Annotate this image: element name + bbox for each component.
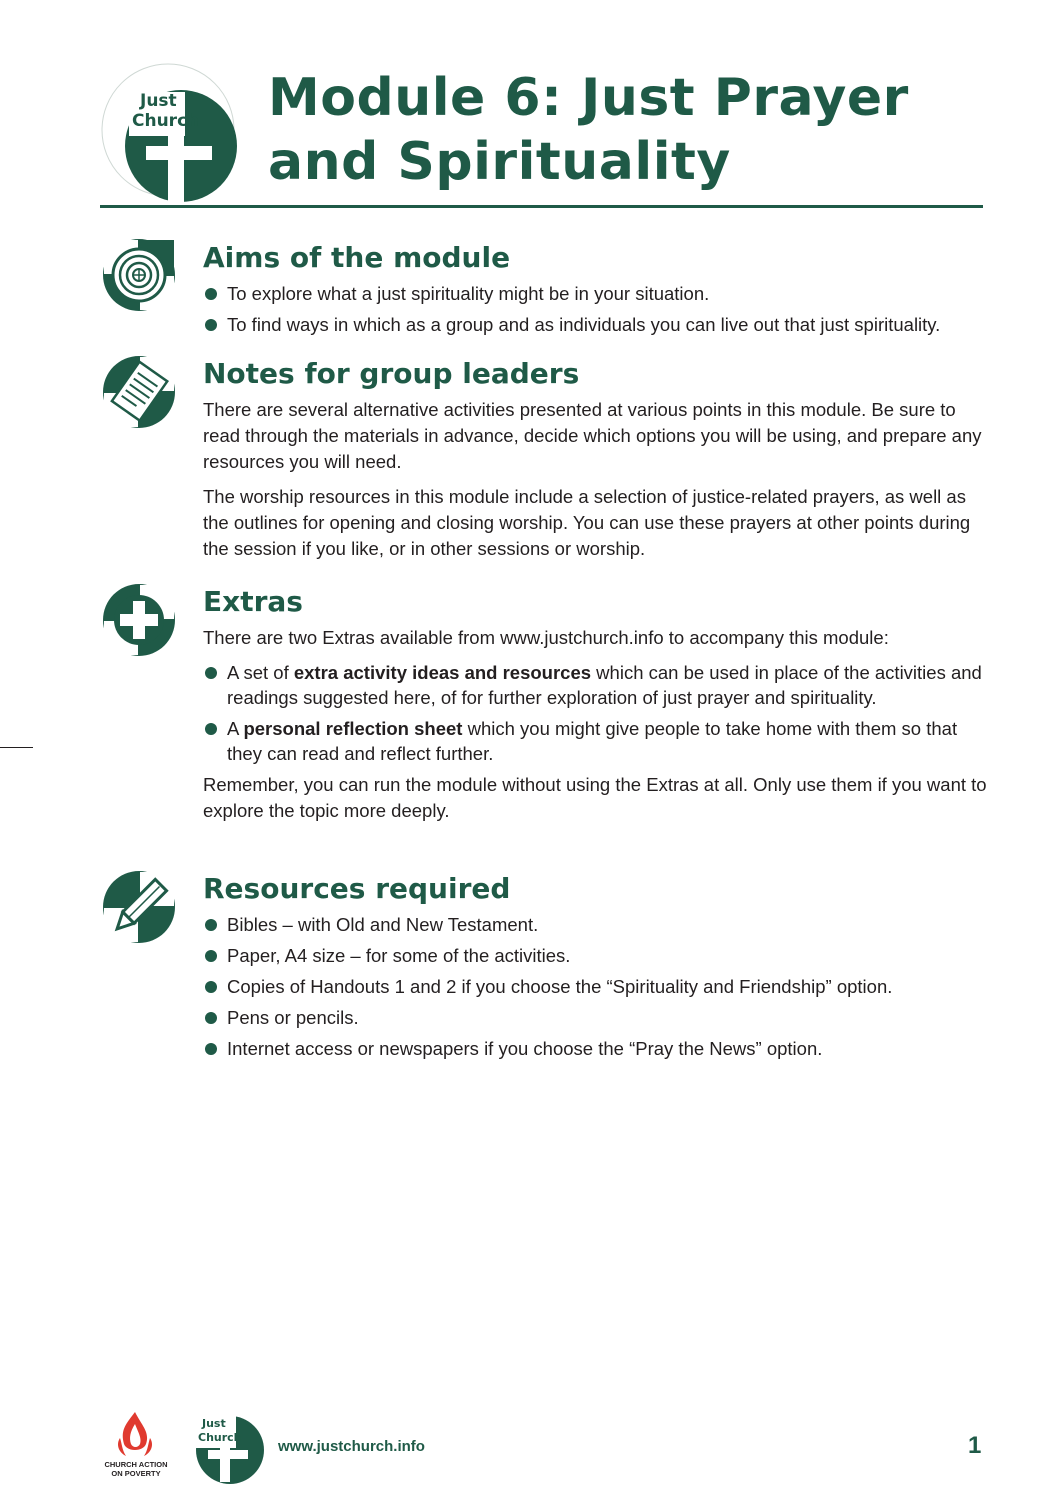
logo-line2: Church bbox=[132, 111, 200, 131]
resources-heading: Resources required bbox=[203, 872, 511, 905]
list-item: To explore what a just spirituality might be in your situation. bbox=[203, 281, 993, 306]
extras-heading: Extras bbox=[203, 585, 303, 618]
just-church-logo bbox=[96, 62, 246, 207]
extras-bold-2: personal reflection sheet bbox=[243, 718, 463, 739]
list-item: Paper, A4 size – for some of the activities. bbox=[203, 943, 993, 968]
target-icon bbox=[100, 236, 178, 314]
footer-url-link[interactable]: www.justchurch.info bbox=[278, 1438, 425, 1455]
aims-list bbox=[203, 281, 993, 337]
extras-intro: There are two Extras available from www.justchurch.info to accompany this module: bbox=[203, 627, 889, 648]
aims-section bbox=[203, 241, 993, 343]
extras-outro: Remember, you can run the module without using the Extras at all. Only use them if you want to explore the topic more deeply. bbox=[203, 774, 987, 821]
org-name: CHURCH ACTION ON POVERTY bbox=[104, 1460, 168, 1478]
footer-logo-line2: Church bbox=[198, 1431, 242, 1444]
list-item: A set of extra activity ideas and resources which can be used in place of the activities and readings suggested here, of for further exploration of just prayer and spirituality. bbox=[203, 660, 993, 710]
list-item: Bibles – with Old and New Testament. bbox=[203, 912, 993, 937]
bullet-icon bbox=[205, 950, 217, 962]
resources-section bbox=[203, 872, 993, 1067]
aims-heading: Aims of the module bbox=[203, 241, 511, 274]
just-church-footer-logo bbox=[186, 1410, 266, 1485]
resources-list bbox=[203, 912, 993, 1061]
logo-line1: Just bbox=[140, 91, 177, 111]
bullet-icon bbox=[205, 1012, 217, 1024]
footer-logo-line1: Just bbox=[202, 1417, 226, 1430]
bullet-icon bbox=[205, 1043, 217, 1055]
notes-paragraph-2: The worship resources in this module include a selection of justice-related prayers, as well as the outlines for opening and closing worship. You can use these prayers at other points during the session if you like, or in other sessions or worship. bbox=[203, 486, 971, 559]
notes-section bbox=[203, 357, 993, 571]
bullet-icon bbox=[205, 319, 217, 331]
notepad-icon bbox=[100, 353, 178, 431]
list-item: Internet access or newspapers if you choose the “Pray the News” option. bbox=[203, 1036, 993, 1061]
page-number: 1 bbox=[968, 1432, 982, 1459]
list-item: Pens or pencils. bbox=[203, 1005, 993, 1030]
extras-list bbox=[203, 660, 993, 766]
title-line1: Module 6: Just Prayer bbox=[268, 68, 909, 128]
extras-section bbox=[203, 585, 993, 833]
list-item: A personal reflection sheet which you might give people to take home with them so that they can read and reflect further. bbox=[203, 716, 993, 766]
bullet-icon bbox=[205, 667, 217, 679]
bullet-icon bbox=[205, 288, 217, 300]
extras-bold-1: extra activity ideas and resources bbox=[293, 662, 592, 683]
notes-heading: Notes for group leaders bbox=[203, 357, 580, 390]
notes-paragraph-1: There are several alternative activities presented at various points in this module. Be sure to read through the materials in advance, decide which options you will be using, and prepare any resources you will need. bbox=[203, 399, 982, 472]
list-item: Copies of Handouts 1 and 2 if you choose the “Spirituality and Friendship” option. bbox=[203, 974, 993, 999]
bullet-icon bbox=[205, 723, 217, 735]
bullet-icon bbox=[205, 919, 217, 931]
pencil-icon bbox=[100, 868, 178, 946]
list-item: To find ways in which as a group and as individuals you can live out that just spirituality. bbox=[203, 312, 993, 337]
title-line2: and Spirituality bbox=[268, 132, 731, 192]
header-divider bbox=[100, 205, 983, 208]
margin-mark bbox=[0, 747, 33, 748]
plus-icon bbox=[100, 581, 178, 659]
bullet-icon bbox=[205, 981, 217, 993]
page-title bbox=[268, 66, 1008, 194]
